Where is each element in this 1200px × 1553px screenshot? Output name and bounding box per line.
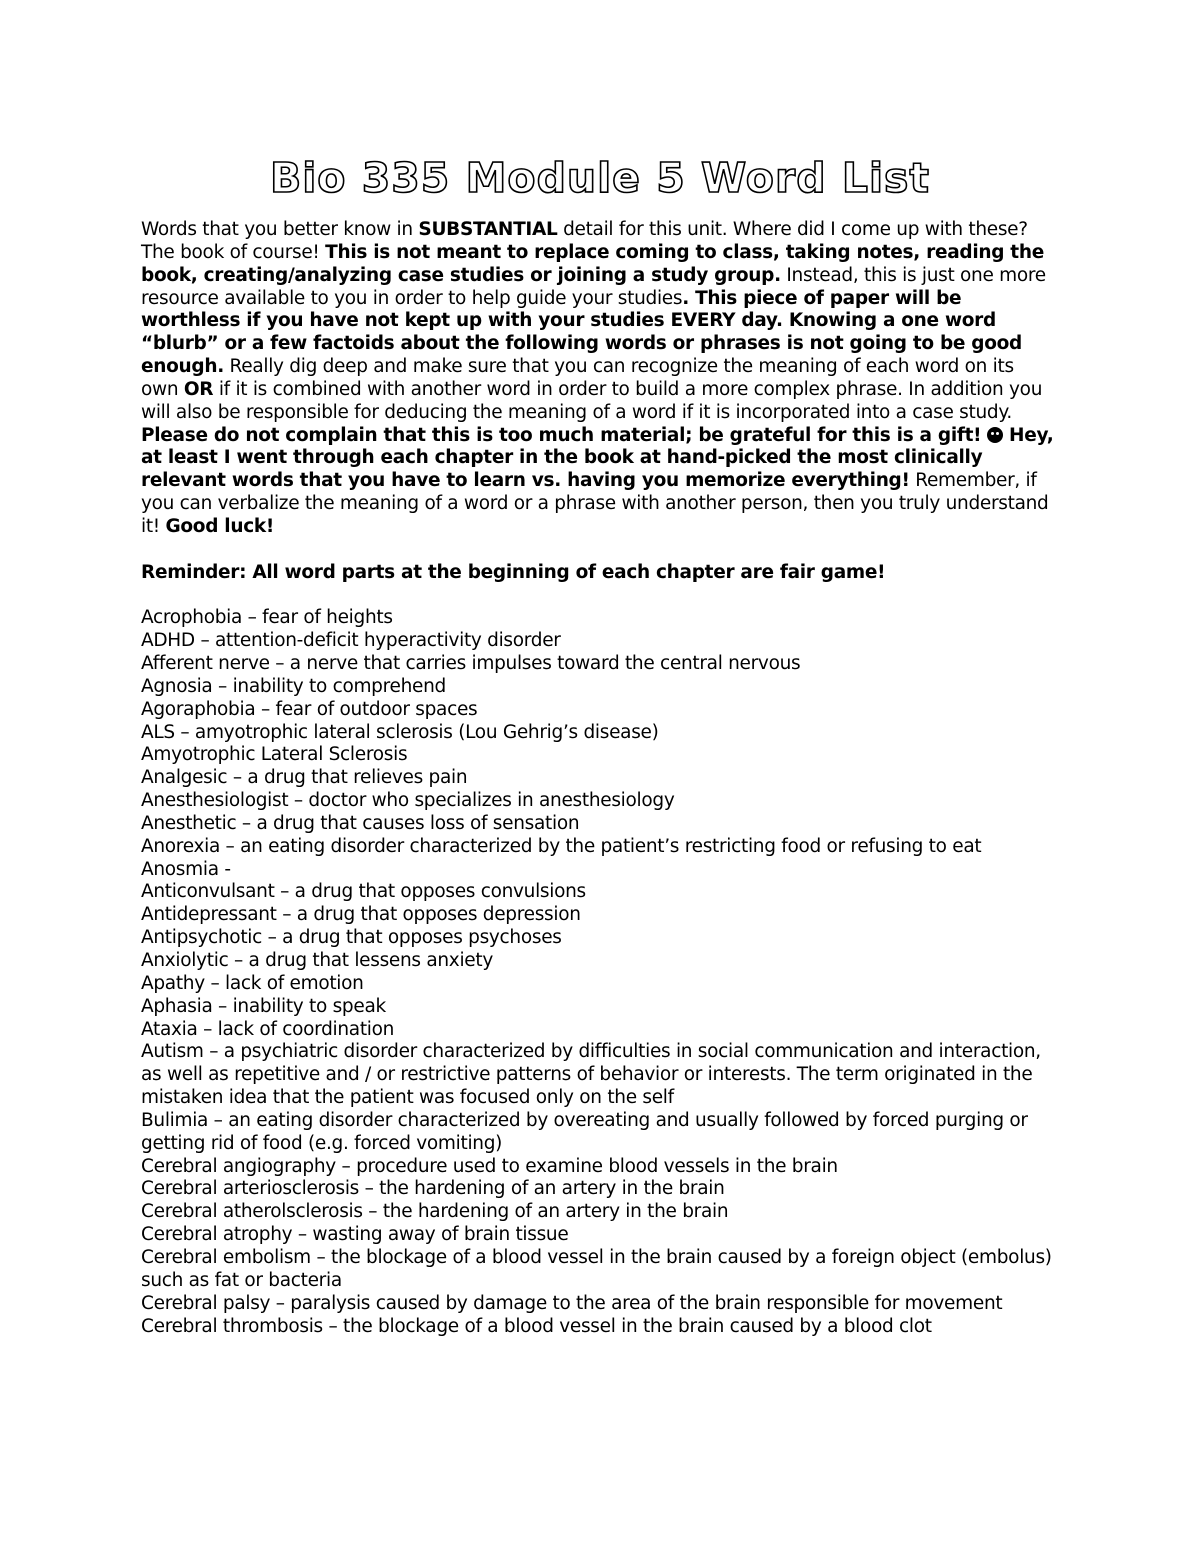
word-list-item: Cerebral embolism – the blockage of a blood vessel in the brain caused by a foreign object (embolus) such as fat or bacteria bbox=[141, 1246, 1052, 1291]
word-list-item: Ataxia – lack of coordination bbox=[141, 1018, 395, 1040]
intro-bold-text: SUBSTANTIAL bbox=[418, 219, 558, 240]
word-list-item: ADHD – attention-deficit hyperactivity disorder bbox=[141, 630, 561, 652]
intro-bold-text: Hey, at least I went through each chapter in the book at hand-picked the most clinically relevant words that you have to learn vs. having you memorize everything! bbox=[141, 424, 1054, 492]
word-list-item: Anxiolytic – a drug that lessens anxiety bbox=[141, 950, 493, 971]
intro-text: detail for this unit. Where did I come up with these? The book of course! bbox=[141, 219, 1028, 263]
word-list-item: Anticonvulsant – a drug that opposes convulsions bbox=[141, 881, 586, 903]
word-list-item: Anesthesiologist – doctor who specializes in anesthesiology bbox=[141, 790, 675, 812]
document-title: Bio 335 Module 5 Word List bbox=[270, 154, 930, 202]
intro-bold-text: Good luck! bbox=[165, 515, 275, 537]
word-list-item: Cerebral atherolsclerosis – the hardening of an artery in the brain bbox=[141, 1201, 729, 1223]
word-list-item: Agnosia – inability to comprehend bbox=[141, 675, 446, 697]
intro-text: Really dig deep and make sure that you can recognize the meaning of each word on its own bbox=[141, 356, 1014, 400]
intro-bold-text: OR bbox=[183, 378, 214, 400]
word-list-item: Antidepressant – a drug that opposes depression bbox=[141, 904, 581, 926]
word-list-item: Anosmia - bbox=[141, 858, 231, 880]
spacer bbox=[141, 585, 1056, 608]
word-list-item: Autism – a psychiatric disorder characterized by difficulties in social communication and interaction, as well as repetitive and / or restrictive patterns of behavior or interests. The term originated in the mistaken idea that the patient was focused only on the self bbox=[141, 1041, 1041, 1109]
intro-text: Remember, if you can verbalize the meaning of a word or a phrase with another person, then you truly understand it! bbox=[141, 470, 1049, 537]
intro-text: if it is combined with another word in order to build a more complex phrase. In addition you will also be responsible for deducing the meaning of a word if it is incorporated into a case study. bbox=[141, 378, 1043, 423]
word-list-item: Analgesic – a drug that relieves pain bbox=[141, 767, 468, 789]
intro-bold-text: This is not meant to replace coming to class, taking notes, reading the book, creating/analyzing case studies or joining a study group. bbox=[141, 241, 1044, 286]
word-list-item: Aphasia – inability to speak bbox=[141, 995, 386, 1017]
smiley-icon bbox=[987, 427, 1003, 443]
word-list-item: ALS – amyotrophic lateral sclerosis (Lou Gehrig’s disease) bbox=[141, 721, 659, 743]
intro-text: Words that you better know in bbox=[141, 219, 419, 240]
intro-paragraph bbox=[141, 219, 1056, 539]
document-body bbox=[141, 219, 1056, 1338]
word-list-item: Cerebral palsy – paralysis caused by damage to the area of the brain responsible for movement bbox=[141, 1292, 1003, 1314]
word-list-item: Cerebral angiography – procedure used to examine blood vessels in the brain bbox=[141, 1155, 838, 1177]
word-list-item: Antipsychotic – a drug that opposes psychoses bbox=[141, 927, 562, 949]
word-list-item: Apathy – lack of emotion bbox=[141, 972, 364, 994]
word-list-item: Amyotrophic Lateral Sclerosis bbox=[141, 744, 408, 766]
word-list-item: Cerebral thrombosis – the blockage of a blood vessel in the brain caused by a blood clot bbox=[141, 1315, 932, 1337]
word-list-item: Bulimia – an eating disorder characterized by overeating and usually followed by forced purging or getting rid of food (e.g. forced vomiting) bbox=[141, 1109, 1028, 1154]
word-list-item: Cerebral arteriosclerosis – the hardening of an artery in the brain bbox=[141, 1178, 725, 1200]
reminder-heading: Reminder: All word parts at the beginning of each chapter are fair game! bbox=[141, 561, 886, 583]
word-list-item: Anesthetic – a drug that causes loss of sensation bbox=[141, 812, 580, 834]
word-list-item: Anorexia – an eating disorder characterized by the patient’s restricting food or refusing to eat bbox=[141, 835, 982, 857]
spacer bbox=[141, 539, 1056, 562]
intro-bold-text: . This piece of paper will be worthless if you have not kept up with your studies EVERY day. Knowing a one word “blurb” or a few factoids about the following words or phrases is not going to be good enough. bbox=[141, 287, 1022, 378]
intro-bold-text: Please do not complain that this is too much material; be grateful for this is a gift! bbox=[141, 424, 982, 446]
word-list-item: Cerebral atrophy – wasting away of brain tissue bbox=[141, 1224, 569, 1246]
word-list-item: Afferent nerve – a nerve that carries impulses toward the central nervous bbox=[141, 653, 801, 675]
word-list-item: Acrophobia – fear of heights bbox=[141, 607, 393, 629]
word-list bbox=[141, 607, 1056, 1338]
word-list-item: Agoraphobia – fear of outdoor spaces bbox=[141, 698, 478, 720]
intro-text: Instead, this is just one more resource available to you in order to help guide your studies bbox=[141, 264, 1046, 309]
